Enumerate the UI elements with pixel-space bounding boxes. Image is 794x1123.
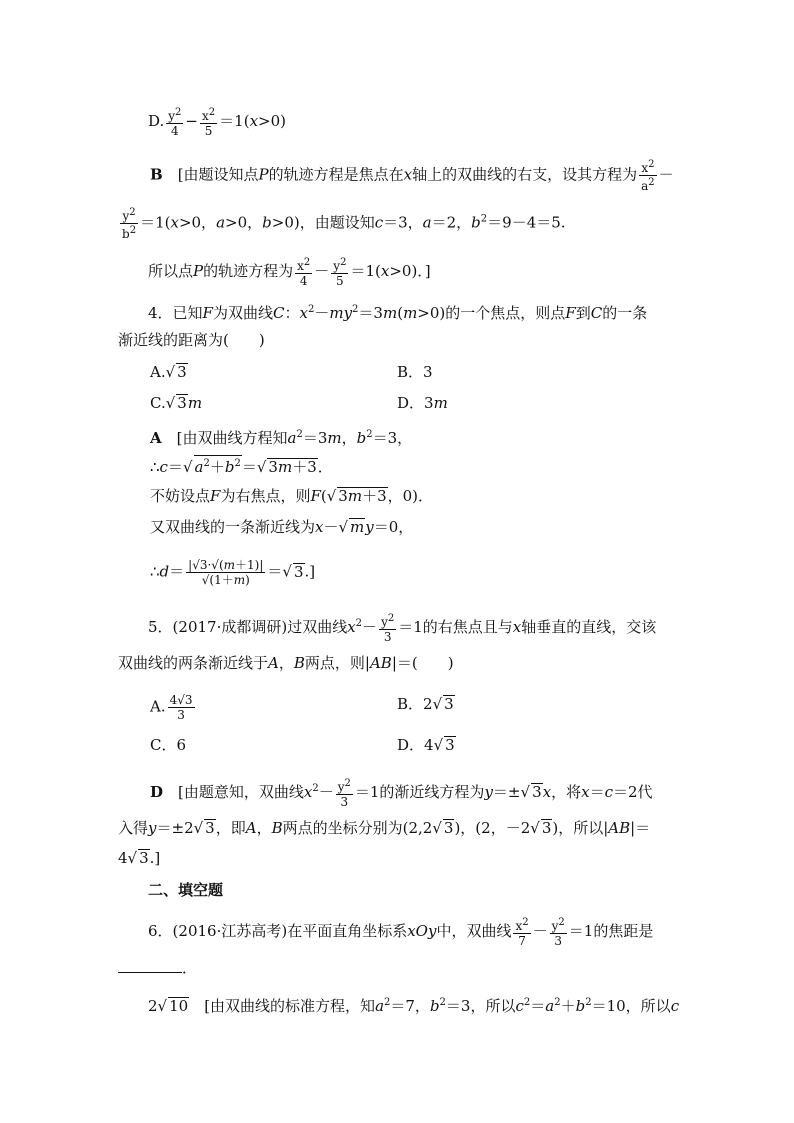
answer3-line2: $\frac{y^2}{b^2}$ ＝1(x>0，a>0，b>0)，由题设知c＝3，a＝2，$b^2=9-4=5$.	[122, 207, 566, 241]
question6-line1: 6．(2016·江苏高考)在平面直角坐标系xOy中，双曲线 $\frac{x^2}{7}$ － $\frac{y^2}{3}$ ＝1的焦距是	[148, 917, 654, 948]
answer5-line1: D [由题意知，双曲线$x^2-$ $\frac{y^2}{3}$ ＝1的渐近线方程为y＝±√ 3x，将x＝c＝2代	[150, 778, 653, 809]
q5-option-d: D．4√ 3	[397, 736, 455, 754]
question5-line1: 5．(2017·成都调研)过双曲线$x^2-$ $\frac{y^2}{3}$ ＝1的右焦点且与x轴垂直的直线，交该	[148, 613, 657, 644]
question4-line2: 渐近线的距离为( )	[118, 331, 265, 349]
q4-option-c: C.√ 3m	[150, 394, 203, 412]
q4-option-d: D．3m	[397, 394, 448, 412]
answer3-line1: B [由题设知点P的轨迹方程是焦点在x轴上的双曲线的右支，设其方程为 $\frac{x^2}{a^2}$ －	[150, 159, 674, 193]
q5-option-a: A. $\frac{4√3}{3}$	[150, 693, 193, 722]
question5-line2: 双曲线的两条渐近线于A，B两点，则|AB|＝( )	[118, 654, 454, 672]
q4-option-a: A.√ 3	[150, 363, 187, 381]
answer6-line1: 2√ 10 [由双曲线的标准方程，知$a^2=7$，$b^2=3$，所以$c^2=a^2+b^2=10$，所以c	[148, 997, 680, 1015]
q3-option-d: D. $\frac{y^2}{4}$ − $\frac{x^2}{5}$ ＝1(x>0)	[148, 107, 286, 138]
question6-line2: ．	[118, 958, 197, 978]
q5-option-b: B．2√ 3	[397, 695, 454, 713]
answer4-line4: 又双曲线的一条渐近线为x－√ my＝0，	[150, 518, 414, 536]
answer5-line3: 4√ 3.]	[118, 849, 161, 867]
answer3-line3: 所以点P的轨迹方程为 $\frac{x^2}{4}$ － $\frac{y^2}{5}$ ＝1(x>0)．]	[148, 257, 431, 288]
section-title-fill-in: 二、填空题	[148, 881, 224, 899]
answer4-line5: ∴d＝ $\frac{|√3\cdot√(m+1)|}{√(1+m)}$ ＝√ 3.]	[150, 558, 316, 587]
q5-option-c: C．6	[150, 736, 187, 754]
answer4-line1: A [由双曲线方程知$a^2=3m$，$b^2=3$，	[150, 429, 413, 447]
question4-line1: 4．已知F为双曲线C：$x^2-my^2=3m(m>0)$的一个焦点，则点F到C的一条	[148, 304, 648, 322]
answer-blank[interactable]	[118, 958, 182, 973]
answer5-line2: 入得y＝±2√ 3，即A，B两点的坐标分别为(2,2√ 3)，(2，－2√ 3)，所以|AB|＝	[118, 819, 651, 837]
q4-option-b: B．3	[397, 363, 433, 381]
answer4-line2: ∴c＝√ $a^2+b^2=√$ 3m＋3．	[150, 455, 333, 477]
answer4-line3: 不妨设点F为右焦点，则F(√ 3m＋3，0)．	[150, 487, 434, 505]
